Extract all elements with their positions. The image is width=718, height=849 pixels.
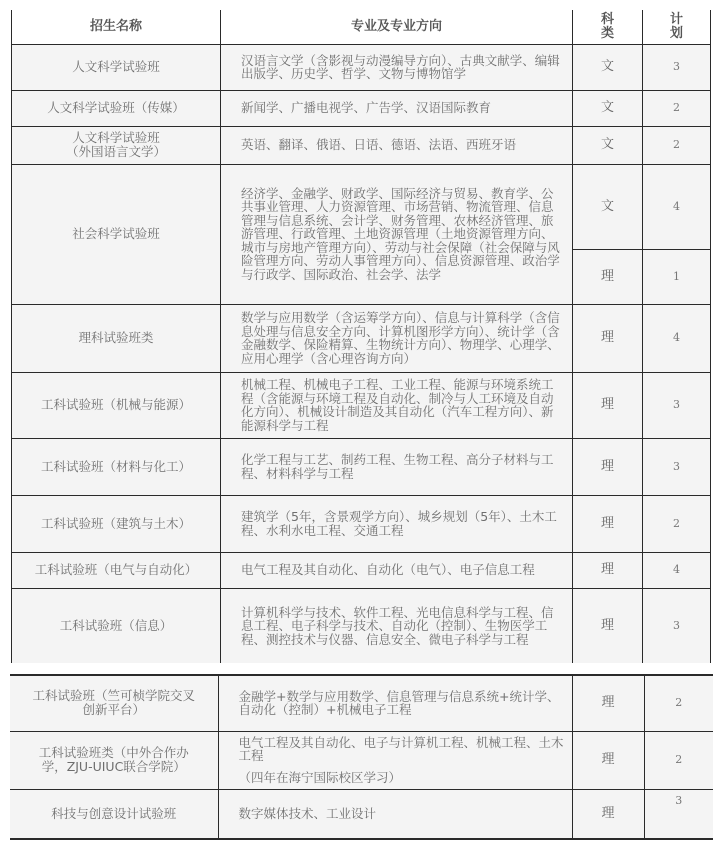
header-kind-line2: 类 xyxy=(600,25,614,41)
program-majors: 建筑学（5年，含景观学方向）、城乡规划（5年）、土木工程、水利水电工程、交通工程 xyxy=(221,495,573,552)
table-row xyxy=(10,789,713,839)
program-kind: 理 xyxy=(573,552,643,588)
program-majors-note: （四年在海宁国际校区学习） xyxy=(238,769,402,785)
program-kind: 文 xyxy=(573,164,643,249)
header-kind xyxy=(573,10,643,44)
admissions-table-upper xyxy=(11,10,711,663)
table-row xyxy=(10,731,713,789)
program-plan-secondary: 1 xyxy=(643,249,711,304)
table-row xyxy=(12,90,711,126)
program-majors: 数字媒体技术、工业设计 xyxy=(218,789,572,839)
program-name-line2: 学，ZJU-UIUC联合学院） xyxy=(41,759,186,774)
table-row xyxy=(12,495,711,552)
program-name: 工科试验班（建筑与土木） xyxy=(12,495,221,552)
header-plan-line2: 划 xyxy=(669,25,683,41)
table-header-row xyxy=(12,10,711,44)
program-name: 人文科学试验班 xyxy=(12,44,221,90)
program-name: 社会科学试验班 xyxy=(12,164,221,304)
program-name-line1: 工科试验班类（中外合作办 xyxy=(38,745,189,760)
table-row xyxy=(12,372,711,438)
program-kind: 理 xyxy=(573,438,643,495)
program-name-line2: 创新平台） xyxy=(82,702,145,718)
program-majors: 金融学+数学与应用数学、信息管理与信息系统+统计学、自动化（控制）+机械电子工程 xyxy=(218,675,572,731)
program-plan: 2 xyxy=(643,126,711,164)
program-majors: 计算机科学与技术、软件工程、光电信息科学与工程、信息工程、电子科学与技术、自动化（控制）、生物医学工程、测控技术与仪器、信息安全、微电子科学与工程 xyxy=(221,588,573,663)
program-kind: 理 xyxy=(572,731,644,789)
program-plan: 3 xyxy=(643,588,711,663)
table-row xyxy=(12,552,711,588)
program-majors: 英语、翻译、俄语、日语、德语、法语、西班牙语 xyxy=(221,126,573,164)
table-row xyxy=(12,44,711,90)
header-kind-line1: 科 xyxy=(600,11,614,27)
header-plan-line1: 计 xyxy=(669,11,683,27)
program-plan: 3 xyxy=(643,44,711,90)
program-majors: 电气工程及其自动化、自动化（电气）、电子信息工程 xyxy=(221,552,573,588)
program-kind: 文 xyxy=(573,90,643,126)
program-kind: 文 xyxy=(573,44,643,90)
program-majors xyxy=(218,731,572,789)
program-plan: 3 xyxy=(643,372,711,438)
table-row xyxy=(12,164,711,249)
table-row xyxy=(12,126,711,164)
program-name: 理科试验班类 xyxy=(12,304,221,372)
program-plan: 3 xyxy=(643,438,711,495)
header-majors: 专业及专业方向 xyxy=(221,10,573,44)
program-plan: 3 xyxy=(644,789,713,839)
program-plan: 4 xyxy=(643,552,711,588)
program-kind: 理 xyxy=(573,495,643,552)
program-name: 工科试验班（材料与化工） xyxy=(12,438,221,495)
program-plan: 4 xyxy=(643,164,711,249)
program-plan: 2 xyxy=(643,90,711,126)
program-kind-secondary: 理 xyxy=(573,249,643,304)
program-majors: 化学工程与工艺、制药工程、生物工程、高分子材料与工程、材料科学与工程 xyxy=(221,438,573,495)
program-plan: 4 xyxy=(643,304,711,372)
program-name-line2: （外国语言文学） xyxy=(65,144,166,159)
program-name: 人文科学试验班（传媒） xyxy=(12,90,221,126)
program-majors: 新闻学、广播电视学、广告学、汉语国际教育 xyxy=(221,90,573,126)
admissions-table-lower xyxy=(10,674,713,840)
program-name: 工科试验班（机械与能源） xyxy=(12,372,221,438)
program-name xyxy=(10,675,218,731)
table-row xyxy=(12,438,711,495)
program-name: 工科试验班（信息） xyxy=(12,588,221,663)
header-name: 招生名称 xyxy=(12,10,221,44)
table-row xyxy=(12,588,711,663)
table-row xyxy=(12,304,711,372)
program-kind: 理 xyxy=(573,588,643,663)
program-majors: 数学与应用数学（含运筹学方向）、信息与计算科学（含信息处理与信息安全方向、计算机图形学方向）、统计学（含金融数学、保险精算、生物统计方向）、物理学、心理学、应用心理学（含心理咨询方向） xyxy=(221,304,573,372)
program-plan: 2 xyxy=(644,675,713,731)
program-kind: 理 xyxy=(573,372,643,438)
program-name: 科技与创意设计试验班 xyxy=(10,789,218,839)
program-name-line1: 人文科学试验班 xyxy=(72,130,160,145)
program-majors: 机械工程、机械电子工程、工业工程、能源与环境系统工程（含能源与环境工程及自动化、制冷与人工环境及自动化方向）、机械设计制造及其自动化（汽车工程方向）、新能源科学与工程 xyxy=(221,372,573,438)
table-row xyxy=(10,675,713,731)
program-name xyxy=(12,126,221,164)
program-majors-text: 电气工程及其自动化、电子与计算机工程、机械工程、土木工程 xyxy=(238,734,564,764)
program-kind: 理 xyxy=(572,675,644,731)
program-plan: 2 xyxy=(644,731,713,789)
program-name: 工科试验班（电气与自动化） xyxy=(12,552,221,588)
program-plan: 2 xyxy=(643,495,711,552)
program-kind: 理 xyxy=(572,789,644,839)
program-majors: 汉语言文学（含影视与动漫编导方向）、古典文献学、编辑出版学、历史学、哲学、文物与博物馆学 xyxy=(221,44,573,90)
program-name-line1: 工科试验班（竺可桢学院交叉 xyxy=(32,688,195,704)
program-kind: 理 xyxy=(573,304,643,372)
program-kind: 文 xyxy=(573,126,643,164)
program-name xyxy=(10,731,218,789)
program-majors: 经济学、金融学、财政学、国际经济与贸易、教育学、公共事业管理、人力资源管理、市场营销、物流管理、信息管理与信息系统、会计学、财务管理、农林经济管理、旅游管理、行政管理、土地资源管理（土地资源管理方向、城市与房地产管理方向）、劳动与社会保障（社会保障与风险管理方向、劳动人事管理方向）、信息资源管理、政治学与行政学、国际政治、社会学、法学 xyxy=(221,164,573,304)
header-plan xyxy=(643,10,711,44)
